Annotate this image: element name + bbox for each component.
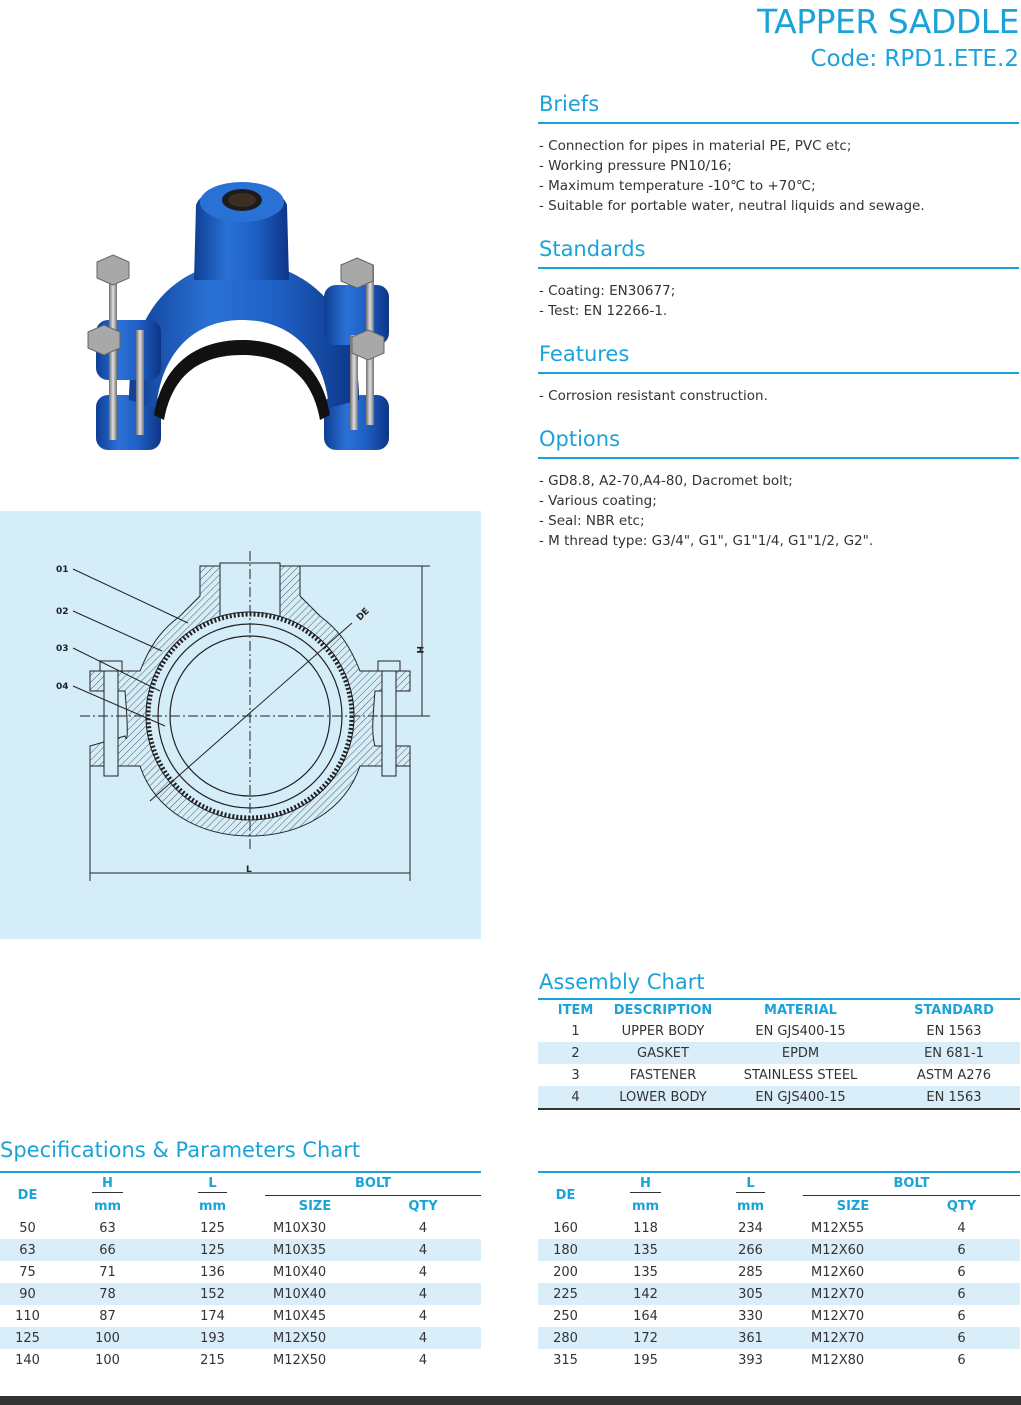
list-item: - M thread type: G3/4", G1", G1"1/4, G1"1/2, G2". xyxy=(539,533,874,549)
column-header-qty: QTY xyxy=(408,1198,438,1214)
column-header: ITEM xyxy=(557,1002,594,1018)
table-cell: 63 xyxy=(0,1239,55,1261)
table-row xyxy=(538,1042,1020,1064)
table-cell: M10X40 xyxy=(265,1283,365,1305)
table-cell: 6 xyxy=(903,1239,1020,1261)
assembly-table xyxy=(538,1000,1020,1108)
table-row xyxy=(0,1217,481,1239)
table-cell: EN 1563 xyxy=(888,1086,1020,1108)
specs-grid-right xyxy=(538,1173,1020,1371)
table-cell: 110 xyxy=(15,1308,40,1324)
table-cell: 6 xyxy=(903,1283,1020,1305)
table-cell: 125 xyxy=(200,1220,225,1236)
column-unit-l: mm xyxy=(736,1198,765,1214)
table-cell: M10X35 xyxy=(265,1239,365,1261)
table-cell: 1 xyxy=(571,1023,580,1039)
callout-03: 03 xyxy=(56,644,69,654)
table-cell: EN 681-1 xyxy=(888,1042,1020,1064)
table-cell: 180 xyxy=(538,1239,593,1261)
table-cell: 200 xyxy=(553,1264,578,1280)
table-cell: 285 xyxy=(738,1264,763,1280)
column-header: DESCRIPTION xyxy=(613,1002,713,1018)
table-cell: 195 xyxy=(633,1352,658,1368)
table-cell: 75 xyxy=(19,1264,36,1280)
table-row xyxy=(538,1283,1020,1305)
standards-section xyxy=(538,235,1019,321)
technical-drawing-panel xyxy=(0,511,481,939)
table-cell: 50 xyxy=(19,1220,36,1236)
specs-heading: Specifications & Parameters Chart xyxy=(0,1138,361,1162)
list-item: - Maximum temperature -10℃ to +70℃; xyxy=(539,178,816,194)
list-item: - Connection for pipes in material PE, PVC etc; xyxy=(539,138,852,154)
table-cell: 125 xyxy=(0,1327,55,1349)
table-cell: 63 xyxy=(99,1220,116,1236)
table-cell: 125 xyxy=(160,1239,265,1261)
table-row xyxy=(0,1327,481,1349)
product-title: TAPPER SADDLE xyxy=(757,2,1019,41)
table-cell: EN GJS400-15 xyxy=(755,1023,846,1039)
table-cell: 361 xyxy=(698,1327,803,1349)
footer-bar xyxy=(0,1396,1021,1405)
product-photo xyxy=(74,170,409,475)
table-cell: EPDM xyxy=(713,1042,888,1064)
standards-divider xyxy=(538,267,1019,269)
table-row xyxy=(538,1064,1020,1086)
assembly-bottom-rule xyxy=(538,1108,1020,1110)
table-row xyxy=(538,1261,1020,1283)
specs-table-left xyxy=(0,1171,481,1371)
briefs-list xyxy=(538,136,1019,216)
product-code: Code: RPD1.ETE.2 xyxy=(810,46,1019,72)
table-cell: 4 xyxy=(418,1220,428,1236)
table-cell: UPPER BODY xyxy=(621,1023,705,1039)
table-cell: 142 xyxy=(593,1283,698,1305)
table-cell: 393 xyxy=(738,1352,763,1368)
table-cell: 215 xyxy=(200,1352,225,1368)
column-unit-l: mm xyxy=(198,1198,227,1214)
page-header xyxy=(757,2,1019,74)
table-cell: 71 xyxy=(99,1264,116,1280)
table-cell: 66 xyxy=(55,1239,160,1261)
column-header-de: DE xyxy=(555,1187,576,1203)
dimension-l-label: L xyxy=(246,865,252,875)
table-cell: 140 xyxy=(15,1352,40,1368)
table-cell: 6 xyxy=(957,1352,966,1368)
table-cell: 118 xyxy=(633,1220,658,1236)
column-header-h: H xyxy=(593,1173,698,1195)
table-cell: 78 xyxy=(55,1283,160,1305)
options-heading: Options xyxy=(539,427,621,451)
features-heading: Features xyxy=(539,342,630,366)
table-cell: 4 xyxy=(365,1239,481,1261)
list-item: - Various coating; xyxy=(539,493,657,509)
table-cell: 193 xyxy=(160,1327,265,1349)
features-divider xyxy=(538,372,1019,374)
table-row xyxy=(0,1261,481,1283)
features-list xyxy=(538,386,1019,406)
table-row xyxy=(538,1349,1020,1371)
table-cell: LOWER BODY xyxy=(613,1086,713,1108)
table-row xyxy=(538,1020,1020,1042)
callout-04: 04 xyxy=(56,682,69,692)
briefs-divider xyxy=(538,122,1019,124)
column-header-qty: QTY xyxy=(946,1198,977,1214)
table-header-row xyxy=(538,1173,1020,1195)
table-cell: 4 xyxy=(418,1308,428,1324)
table-row xyxy=(0,1283,481,1305)
table-cell: 234 xyxy=(738,1220,763,1236)
table-cell: M10X30 xyxy=(273,1220,327,1236)
specs-grid-left xyxy=(0,1173,481,1371)
table-subheader-row xyxy=(538,1195,1020,1217)
table-cell: 87 xyxy=(99,1308,116,1324)
table-cell: 164 xyxy=(633,1308,658,1324)
table-cell: M12X50 xyxy=(265,1327,365,1349)
table-cell: 4 xyxy=(418,1264,428,1280)
table-cell: 280 xyxy=(538,1327,593,1349)
table-cell: 6 xyxy=(903,1327,1020,1349)
column-header-bolt: BOLT xyxy=(265,1173,481,1195)
table-cell: 174 xyxy=(200,1308,225,1324)
table-header-row xyxy=(0,1173,481,1195)
technical-drawing xyxy=(0,511,481,939)
column-header-bolt: BOLT xyxy=(803,1173,1020,1195)
table-cell: 152 xyxy=(160,1283,265,1305)
list-item: - GD8.8, A2-70,A4-80, Dacromet bolt; xyxy=(539,473,793,489)
column-header: STANDARD xyxy=(914,1002,994,1018)
table-row xyxy=(0,1239,481,1261)
dimension-h-label: H xyxy=(414,646,424,654)
table-row xyxy=(538,1239,1020,1261)
table-cell: 172 xyxy=(593,1327,698,1349)
table-cell: EN 1563 xyxy=(926,1023,982,1039)
column-header: MATERIAL xyxy=(764,1002,837,1018)
callout-02: 02 xyxy=(56,607,69,617)
table-row xyxy=(538,1217,1020,1239)
table-cell: 135 xyxy=(593,1239,698,1261)
table-cell: 250 xyxy=(553,1308,578,1324)
table-cell: ASTM A276 xyxy=(916,1067,992,1083)
column-header-de: DE xyxy=(17,1187,38,1203)
table-cell: 305 xyxy=(698,1283,803,1305)
table-row xyxy=(538,1305,1020,1327)
briefs-heading: Briefs xyxy=(539,92,600,116)
table-cell: M10X40 xyxy=(273,1264,327,1280)
standards-heading: Standards xyxy=(539,237,646,261)
table-cell: 330 xyxy=(738,1308,763,1324)
briefs-section xyxy=(538,90,1019,216)
table-cell: M12X70 xyxy=(811,1308,865,1324)
table-cell: 6 xyxy=(957,1308,966,1324)
table-cell: M12X70 xyxy=(803,1327,903,1349)
column-header-size: SIZE xyxy=(836,1198,870,1214)
column-unit-h: mm xyxy=(631,1198,660,1214)
column-header-l: L xyxy=(698,1173,803,1195)
table-cell: 160 xyxy=(553,1220,578,1236)
callout-01: 01 xyxy=(56,565,69,575)
list-item: - Coating: EN30677; xyxy=(539,283,676,299)
table-cell: 135 xyxy=(633,1264,658,1280)
list-item: - Seal: NBR etc; xyxy=(539,513,645,529)
table-row xyxy=(538,1086,1020,1108)
dimension-de-label: DE xyxy=(355,606,372,624)
table-cell: 4 xyxy=(538,1086,613,1108)
table-cell: 2 xyxy=(538,1042,613,1064)
table-cell: 3 xyxy=(571,1067,580,1083)
table-cell: 4 xyxy=(957,1220,966,1236)
options-list xyxy=(538,471,1019,551)
table-cell: 136 xyxy=(200,1264,225,1280)
table-cell: 90 xyxy=(0,1283,55,1305)
table-cell: M12X80 xyxy=(811,1352,865,1368)
table-cell: M12X60 xyxy=(803,1239,903,1261)
options-section xyxy=(538,425,1019,551)
options-divider xyxy=(538,457,1019,459)
table-row xyxy=(0,1349,481,1371)
column-header-l: L xyxy=(160,1173,265,1195)
table-cell: M12X70 xyxy=(803,1283,903,1305)
table-cell: M12X60 xyxy=(811,1264,865,1280)
features-section xyxy=(538,340,1019,406)
table-row xyxy=(538,1327,1020,1349)
list-item: - Corrosion resistant construction. xyxy=(539,388,768,404)
table-header-row xyxy=(538,1000,1020,1020)
table-row xyxy=(0,1305,481,1327)
column-unit-h: mm xyxy=(93,1198,122,1214)
table-cell: 266 xyxy=(698,1239,803,1261)
table-cell: M12X55 xyxy=(811,1220,865,1236)
table-cell: M12X50 xyxy=(273,1352,327,1368)
assembly-heading: Assembly Chart xyxy=(539,970,705,994)
column-header-size: SIZE xyxy=(298,1198,332,1214)
assembly-chart xyxy=(538,968,1020,1110)
table-cell: 4 xyxy=(418,1352,428,1368)
table-cell: 315 xyxy=(553,1352,578,1368)
table-cell: 100 xyxy=(95,1352,120,1368)
table-cell: GASKET xyxy=(613,1042,713,1064)
table-cell: STAINLESS STEEL xyxy=(743,1067,858,1083)
table-cell: 4 xyxy=(365,1283,481,1305)
table-cell: 6 xyxy=(957,1264,966,1280)
table-cell: EN GJS400-15 xyxy=(713,1086,888,1108)
standards-list xyxy=(538,281,1019,321)
table-cell: 4 xyxy=(365,1327,481,1349)
table-cell: 100 xyxy=(55,1327,160,1349)
table-subheader-row xyxy=(0,1195,481,1217)
list-item: - Suitable for portable water, neutral liquids and sewage. xyxy=(539,198,925,214)
list-item: - Test: EN 12266-1. xyxy=(539,303,668,319)
specs-table-right xyxy=(538,1171,1020,1371)
column-header-h: H xyxy=(55,1173,160,1195)
table-cell: M10X45 xyxy=(273,1308,327,1324)
table-cell: FASTENER xyxy=(629,1067,697,1083)
table-cell: 225 xyxy=(538,1283,593,1305)
list-item: - Working pressure PN10/16; xyxy=(539,158,732,174)
